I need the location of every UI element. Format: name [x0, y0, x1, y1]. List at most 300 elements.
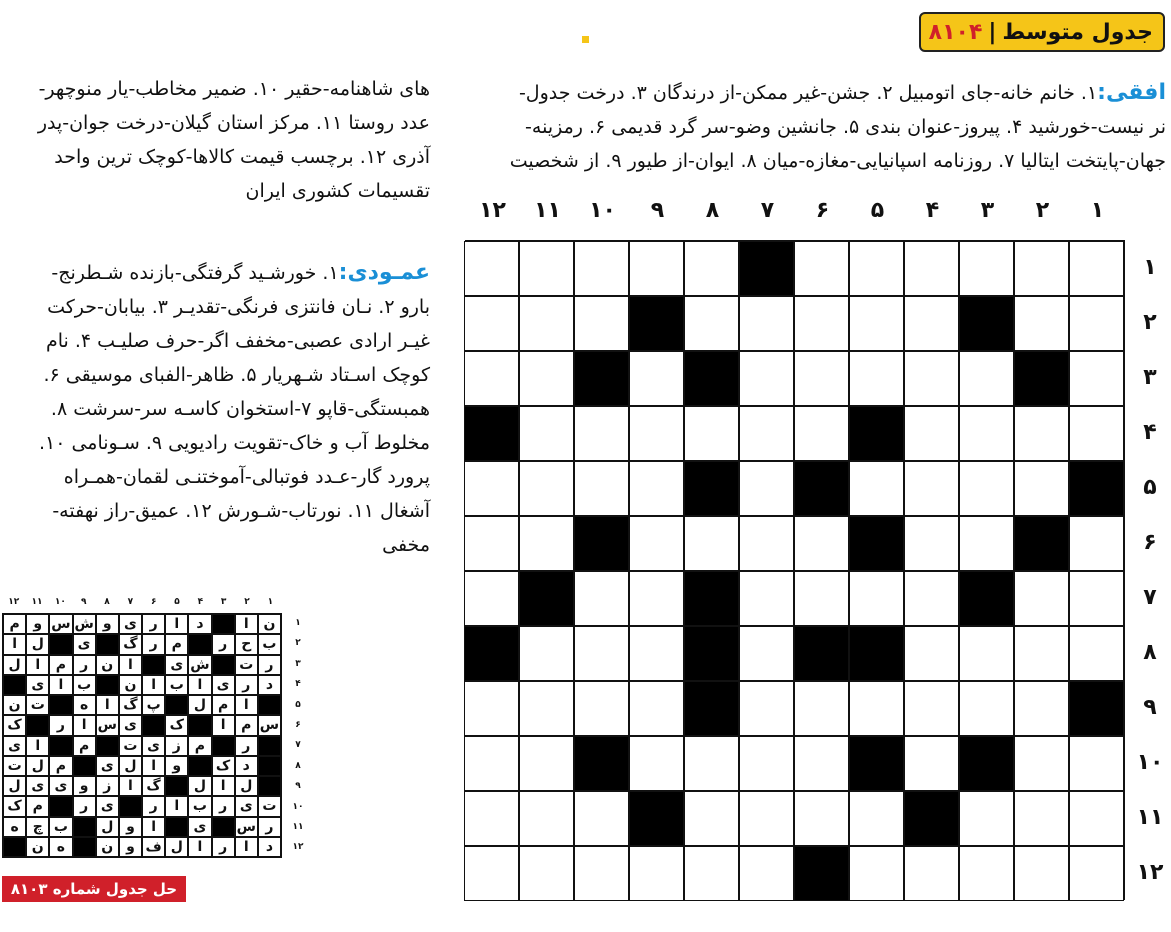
- solution-letter-cell: ا: [142, 817, 165, 837]
- solution-letter-cell: و: [119, 837, 142, 857]
- grid-cell[interactable]: [574, 681, 629, 736]
- solution-row-header: ۱۰: [292, 801, 304, 812]
- solution-letter-cell: ل: [3, 776, 26, 796]
- black-cell: [684, 461, 739, 516]
- grid-cell[interactable]: [574, 846, 629, 901]
- grid-cell[interactable]: [519, 626, 574, 681]
- solution-letter-cell: ا: [212, 776, 235, 796]
- grid-cell[interactable]: [629, 681, 684, 736]
- solution-letter-cell: ب: [49, 817, 72, 837]
- grid-cell[interactable]: [1069, 516, 1124, 571]
- solution-letter-cell: ر: [142, 796, 165, 816]
- solution-letter-cell: و: [96, 614, 119, 634]
- solution-black-cell: [212, 655, 235, 675]
- grid-cell[interactable]: [1014, 626, 1069, 681]
- solution-column-header: ۱۲: [8, 597, 20, 607]
- grid-cell[interactable]: [1069, 351, 1124, 406]
- solution-letter-cell: ف: [142, 837, 165, 857]
- grid-cell[interactable]: [849, 681, 904, 736]
- grid-cell[interactable]: [574, 241, 629, 296]
- column-header: ۳: [980, 198, 995, 223]
- solution-letter-cell: و: [73, 776, 96, 796]
- grid-cell[interactable]: [1069, 736, 1124, 791]
- solution-letter-cell: ر: [73, 655, 96, 675]
- horizontal-clues: [468, 76, 1166, 178]
- solution-black-cell: [49, 796, 72, 816]
- grid-cell[interactable]: [684, 241, 739, 296]
- grid-cell[interactable]: [629, 516, 684, 571]
- solution-letter-cell: ر: [212, 634, 235, 654]
- solution-letter-cell: ا: [142, 756, 165, 776]
- solution-letter-cell: ی: [235, 796, 258, 816]
- grid-cell[interactable]: [1014, 571, 1069, 626]
- crossword-grid: [465, 240, 1125, 900]
- solution-letter-cell: چ: [26, 817, 49, 837]
- solution-letter-cell: گ: [119, 695, 142, 715]
- solution-black-cell: [258, 756, 281, 776]
- solution-black-cell: [49, 634, 72, 654]
- solution-column-header: ۳: [220, 597, 227, 607]
- grid-cell[interactable]: [849, 846, 904, 901]
- grid-cell[interactable]: [794, 516, 849, 571]
- solution-letter-cell: ل: [96, 817, 119, 837]
- vertical-text: ۱. خورشـید گرفتگی-بازنده شـطرنج- بارو ۲. نـان فانتزی فرنگی-تقدیـر ۳. بیابان-حرکت غیـر ارادی عصبی-مخفف اگر-حرف صلیـب ۴. نام کوچک اسـتاد شـهریار ۵. ظاهر-الفبای موسیقی ۶. همبستگی-قاپو ۷-استخوان کاسـه سر-سرشت ۸. مخلوط آب و خاک-تقویت رادیویی ۹. سـونامی ۱۰. پرورد گار-عـدد فوتبالی-آموختنـی لقمان-همـراه آشغال ۱۱. نورتاب-شـورش ۱۲. عمیق-راز نهفته- مخفی: [38, 262, 430, 556]
- black-cell: [574, 516, 629, 571]
- black-cell: [849, 736, 904, 791]
- solution-letter-cell: ش: [188, 655, 211, 675]
- puzzle-number: ۸۱۰۴: [928, 19, 983, 45]
- solution-letter-cell: س: [235, 817, 258, 837]
- black-cell: [959, 736, 1014, 791]
- solution-row-header: ۱۱: [292, 821, 304, 832]
- grid-cell[interactable]: [794, 241, 849, 296]
- grid-cell[interactable]: [464, 351, 519, 406]
- grid-cell[interactable]: [574, 406, 629, 461]
- solution-letter-cell: ی: [73, 634, 96, 654]
- black-cell: [1069, 681, 1124, 736]
- grid-cell[interactable]: [849, 241, 904, 296]
- horizontal-text: ۱. خانم خانه-جای اتومبیل ۲. جشن-غیر ممکن-از درندگان ۳. درخت جدول- نر نیست-خورشید ۴. پیروز-عنوان بندی ۵. جانشین وضو-سر گرد قدیمی ۶. رمزینه- جهان-پایتخت ایتالیا ۷. روزنامه اسپانیایی-مغازه-میان ۸. ایوان-از طیور ۹. از شخصیت: [509, 82, 1166, 172]
- grid-cell[interactable]: [904, 846, 959, 901]
- grid-cell[interactable]: [739, 461, 794, 516]
- row-header: ۹: [1143, 695, 1157, 720]
- solution-letter-cell: پ: [142, 695, 165, 715]
- grid-cell[interactable]: [684, 516, 739, 571]
- solution-letter-cell: ی: [212, 675, 235, 695]
- black-cell: [1014, 351, 1069, 406]
- solution-letter-cell: ر: [73, 796, 96, 816]
- solution-letter-cell: ی: [165, 655, 188, 675]
- grid-cell[interactable]: [794, 681, 849, 736]
- black-cell: [629, 296, 684, 351]
- solution-row-header: ۳: [295, 658, 301, 669]
- solution-letter-cell: ت: [235, 655, 258, 675]
- solution-black-cell: [49, 695, 72, 715]
- title-separator: |: [988, 19, 997, 45]
- grid-cell[interactable]: [519, 791, 574, 846]
- solution-row-headers: [286, 613, 310, 858]
- solution-letter-cell: د: [235, 756, 258, 776]
- solution-row-header: ۵: [295, 699, 301, 710]
- solution-letter-cell: ل: [188, 776, 211, 796]
- vertical-clues: [0, 256, 430, 562]
- grid-cell[interactable]: [1014, 846, 1069, 901]
- grid-cell[interactable]: [629, 736, 684, 791]
- solution-letter-cell: س: [96, 715, 119, 735]
- solution-black-cell: [3, 837, 26, 857]
- grid-cell[interactable]: [1069, 571, 1124, 626]
- solution-letter-cell: ل: [26, 756, 49, 776]
- grid-cell[interactable]: [519, 406, 574, 461]
- grid-cell[interactable]: [794, 406, 849, 461]
- row-header: ۱: [1143, 255, 1157, 280]
- row-header: ۱۱: [1136, 805, 1164, 830]
- grid-cell[interactable]: [739, 406, 794, 461]
- solution-letter-cell: ا: [26, 655, 49, 675]
- solution-black-cell: [73, 756, 96, 776]
- grid-cell[interactable]: [849, 351, 904, 406]
- grid-cell[interactable]: [629, 351, 684, 406]
- row-header: ۲: [1143, 310, 1157, 335]
- grid-cell[interactable]: [519, 736, 574, 791]
- solution-black-cell: [258, 776, 281, 796]
- solution-letter-cell: ا: [188, 675, 211, 695]
- solution-letter-cell: ل: [188, 695, 211, 715]
- black-cell: [794, 626, 849, 681]
- grid-cell[interactable]: [904, 516, 959, 571]
- black-cell: [849, 406, 904, 461]
- solution-letter-cell: ر: [258, 655, 281, 675]
- column-header: ۱۲: [479, 198, 506, 223]
- solution-letter-cell: ا: [235, 837, 258, 857]
- grid-cell[interactable]: [959, 791, 1014, 846]
- grid-cell[interactable]: [739, 626, 794, 681]
- grid-cell[interactable]: [684, 296, 739, 351]
- black-cell: [959, 571, 1014, 626]
- solution-letter-cell: ر: [235, 675, 258, 695]
- grid-cell[interactable]: [904, 736, 959, 791]
- solution-row-header: ۱۲: [292, 842, 304, 853]
- grid-cell[interactable]: [849, 791, 904, 846]
- black-cell: [794, 846, 849, 901]
- grid-cell[interactable]: [519, 241, 574, 296]
- grid-cell[interactable]: [464, 846, 519, 901]
- column-headers: [465, 198, 1125, 228]
- grid-cell[interactable]: [794, 296, 849, 351]
- column-header: ۵: [870, 198, 885, 223]
- solution-letter-cell: د: [258, 837, 281, 857]
- grid-cell[interactable]: [629, 461, 684, 516]
- solution-black-cell: [142, 655, 165, 675]
- solution-black-cell: [258, 695, 281, 715]
- grid-cell[interactable]: [519, 296, 574, 351]
- grid-cell[interactable]: [629, 406, 684, 461]
- grid-cell[interactable]: [794, 791, 849, 846]
- solution-black-cell: [188, 634, 211, 654]
- solution-column-header: ۱۰: [54, 597, 66, 607]
- grid-cell[interactable]: [959, 516, 1014, 571]
- grid-cell[interactable]: [1014, 406, 1069, 461]
- grid-cell[interactable]: [574, 791, 629, 846]
- solution-letter-cell: م: [49, 756, 72, 776]
- grid-cell[interactable]: [794, 736, 849, 791]
- solution-black-cell: [96, 634, 119, 654]
- grid-cell[interactable]: [464, 736, 519, 791]
- row-header: ۷: [1143, 585, 1157, 610]
- grid-cell[interactable]: [519, 351, 574, 406]
- solution-row-header: ۸: [295, 760, 301, 771]
- grid-cell[interactable]: [464, 461, 519, 516]
- grid-cell[interactable]: [739, 681, 794, 736]
- grid-cell[interactable]: [1014, 296, 1069, 351]
- grid-cell[interactable]: [464, 296, 519, 351]
- solution-letter-cell: ک: [3, 796, 26, 816]
- solution-black-cell: [188, 715, 211, 735]
- row-header: ۴: [1143, 420, 1157, 445]
- solution-letter-cell: ا: [26, 736, 49, 756]
- solution-black-cell: [212, 614, 235, 634]
- grid-cell[interactable]: [574, 296, 629, 351]
- grid-cell[interactable]: [519, 516, 574, 571]
- grid-cell[interactable]: [1069, 846, 1124, 901]
- row-header: ۸: [1143, 640, 1157, 665]
- solution-letter-cell: م: [235, 715, 258, 735]
- solution-letter-cell: گ: [142, 776, 165, 796]
- decorative-dot: [582, 36, 589, 43]
- solution-black-cell: [49, 736, 72, 756]
- solution-letter-cell: م: [73, 736, 96, 756]
- grid-cell[interactable]: [959, 351, 1014, 406]
- solution-letter-cell: ا: [142, 675, 165, 695]
- grid-cell[interactable]: [849, 571, 904, 626]
- solution-letter-cell: ا: [188, 837, 211, 857]
- grid-cell[interactable]: [739, 351, 794, 406]
- grid-cell[interactable]: [684, 406, 739, 461]
- grid-cell[interactable]: [959, 846, 1014, 901]
- solution-letter-cell: و: [119, 817, 142, 837]
- solution-letter-cell: ه: [49, 837, 72, 857]
- solution-letter-cell: ا: [96, 695, 119, 715]
- solution-letter-cell: س: [258, 715, 281, 735]
- row-header: ۶: [1143, 530, 1157, 555]
- grid-cell[interactable]: [794, 351, 849, 406]
- grid-cell[interactable]: [464, 571, 519, 626]
- solution-letter-cell: ا: [235, 614, 258, 634]
- solution-letter-cell: ر: [49, 715, 72, 735]
- solution-letter-cell: ی: [119, 614, 142, 634]
- solution-letter-cell: د: [188, 614, 211, 634]
- row-header: ۱۲: [1136, 860, 1164, 885]
- solution-letter-cell: و: [26, 614, 49, 634]
- black-cell: [849, 516, 904, 571]
- solution-letter-cell: ن: [258, 614, 281, 634]
- grid-cell[interactable]: [519, 681, 574, 736]
- grid-cell[interactable]: [519, 846, 574, 901]
- solution-column-header: ۶: [150, 597, 157, 607]
- column-header: ۹: [650, 198, 665, 223]
- solution-letter-cell: ل: [119, 756, 142, 776]
- solution-letter-cell: ت: [258, 796, 281, 816]
- grid-cell[interactable]: [904, 241, 959, 296]
- solution-letter-cell: ه: [3, 817, 26, 837]
- grid-cell[interactable]: [1069, 626, 1124, 681]
- black-cell: [1069, 461, 1124, 516]
- grid-cell[interactable]: [1014, 791, 1069, 846]
- solution-letter-cell: ی: [96, 756, 119, 776]
- grid-cell[interactable]: [464, 241, 519, 296]
- solution-black-cell: [96, 736, 119, 756]
- solution-letter-cell: ت: [3, 756, 26, 776]
- solution-black-cell: [3, 675, 26, 695]
- grid-cell[interactable]: [1069, 296, 1124, 351]
- grid-cell[interactable]: [1014, 241, 1069, 296]
- column-header: ۷: [760, 198, 775, 223]
- solution-letter-cell: ر: [258, 817, 281, 837]
- grid-cell[interactable]: [904, 461, 959, 516]
- solution-black-cell: [212, 817, 235, 837]
- grid-cell[interactable]: [904, 681, 959, 736]
- solution-black-cell: [26, 715, 49, 735]
- grid-cell[interactable]: [904, 351, 959, 406]
- grid-cell[interactable]: [464, 516, 519, 571]
- solution-column-header: ۸: [104, 597, 110, 607]
- solution-letter-cell: گ: [119, 634, 142, 654]
- grid-cell[interactable]: [464, 791, 519, 846]
- grid-cell[interactable]: [739, 791, 794, 846]
- black-cell: [684, 351, 739, 406]
- solution-letter-cell: م: [188, 736, 211, 756]
- solution-column-header: ۱: [267, 597, 274, 607]
- grid-cell[interactable]: [739, 736, 794, 791]
- solution-black-cell: [142, 715, 165, 735]
- grid-cell[interactable]: [1069, 241, 1124, 296]
- solution-row-header: ۷: [295, 740, 301, 751]
- grid-cell[interactable]: [1014, 681, 1069, 736]
- grid-cell[interactable]: [629, 571, 684, 626]
- solution-letter-cell: ن: [3, 695, 26, 715]
- solution-letter-cell: ا: [119, 655, 142, 675]
- grid-cell[interactable]: [739, 571, 794, 626]
- solution-letter-cell: س: [49, 614, 72, 634]
- solution-black-cell: [212, 736, 235, 756]
- solution-letter-cell: ک: [212, 756, 235, 776]
- solution-row-header: ۶: [295, 719, 301, 730]
- solution-letter-cell: ا: [165, 796, 188, 816]
- grid-cell[interactable]: [629, 241, 684, 296]
- grid-cell[interactable]: [794, 571, 849, 626]
- solution-letter-cell: ا: [73, 715, 96, 735]
- column-header: ۲: [1035, 198, 1050, 223]
- grid-cell[interactable]: [629, 626, 684, 681]
- grid-cell[interactable]: [1069, 791, 1124, 846]
- black-cell: [684, 681, 739, 736]
- grid-cell[interactable]: [959, 406, 1014, 461]
- solution-letter-cell: ی: [49, 776, 72, 796]
- solution-black-cell: [165, 817, 188, 837]
- grid-cell[interactable]: [1069, 406, 1124, 461]
- puzzle-title: [919, 12, 1165, 52]
- grid-cell[interactable]: [904, 406, 959, 461]
- solution-letter-cell: ل: [3, 655, 26, 675]
- solution-letter-cell: ن: [26, 837, 49, 857]
- grid-cell[interactable]: [519, 461, 574, 516]
- grid-cell[interactable]: [904, 626, 959, 681]
- solution-column-header: ۵: [174, 597, 180, 607]
- solution-letter-cell: ش: [73, 614, 96, 634]
- grid-cell[interactable]: [739, 296, 794, 351]
- grid-cell[interactable]: [574, 571, 629, 626]
- black-cell: [684, 626, 739, 681]
- black-cell: [959, 296, 1014, 351]
- grid-cell[interactable]: [739, 516, 794, 571]
- solution-letter-cell: م: [49, 655, 72, 675]
- column-header: ۱۰: [589, 198, 616, 223]
- black-cell: [684, 571, 739, 626]
- solution-label: حل جدول شماره ۸۱۰۳: [2, 876, 186, 902]
- column-header: ۱۱: [534, 198, 561, 223]
- grid-cell[interactable]: [739, 846, 794, 901]
- solution-letter-cell: ر: [212, 837, 235, 857]
- grid-cell[interactable]: [849, 461, 904, 516]
- grid-cell[interactable]: [959, 241, 1014, 296]
- grid-cell[interactable]: [684, 791, 739, 846]
- solution-letter-cell: ه: [73, 695, 96, 715]
- solution-black-cell: [165, 695, 188, 715]
- solution-letter-cell: م: [165, 634, 188, 654]
- solution-black-cell: [119, 796, 142, 816]
- black-cell: [464, 406, 519, 461]
- solution-letter-cell: ت: [26, 695, 49, 715]
- solution-row-header: ۹: [295, 781, 301, 792]
- black-cell: [1014, 516, 1069, 571]
- grid-cell[interactable]: [684, 846, 739, 901]
- solution-letter-cell: ر: [235, 736, 258, 756]
- grid-cell[interactable]: [959, 626, 1014, 681]
- solution-letter-cell: ا: [49, 675, 72, 695]
- grid-cell[interactable]: [904, 296, 959, 351]
- grid-cell[interactable]: [1014, 736, 1069, 791]
- solution-letter-cell: ت: [119, 736, 142, 756]
- solution-letter-cell: ب: [73, 675, 96, 695]
- solution-black-cell: [96, 675, 119, 695]
- column-header: ۸: [705, 198, 720, 223]
- row-header: ۱۰: [1136, 750, 1164, 775]
- solution-letter-cell: ی: [26, 776, 49, 796]
- solution-black-cell: [73, 817, 96, 837]
- grid-cell[interactable]: [574, 461, 629, 516]
- grid-cell[interactable]: [849, 296, 904, 351]
- grid-cell[interactable]: [684, 736, 739, 791]
- solution-letter-cell: ر: [142, 614, 165, 634]
- solution-letter-cell: ز: [96, 776, 119, 796]
- grid-cell[interactable]: [904, 571, 959, 626]
- solution-letter-cell: ی: [119, 715, 142, 735]
- grid-cell[interactable]: [1014, 461, 1069, 516]
- solution-column-header: ۱۱: [31, 597, 43, 607]
- grid-cell[interactable]: [959, 461, 1014, 516]
- black-cell: [794, 461, 849, 516]
- column-header: ۶: [815, 198, 830, 223]
- previous-solution-grid: [2, 613, 282, 858]
- grid-cell[interactable]: [629, 846, 684, 901]
- solution-letter-cell: ر: [142, 634, 165, 654]
- grid-cell[interactable]: [464, 681, 519, 736]
- solution-letter-cell: ا: [235, 695, 258, 715]
- grid-cell[interactable]: [574, 626, 629, 681]
- solution-column-header: ۲: [244, 597, 250, 607]
- grid-cell[interactable]: [959, 681, 1014, 736]
- solution-letter-cell: ل: [26, 634, 49, 654]
